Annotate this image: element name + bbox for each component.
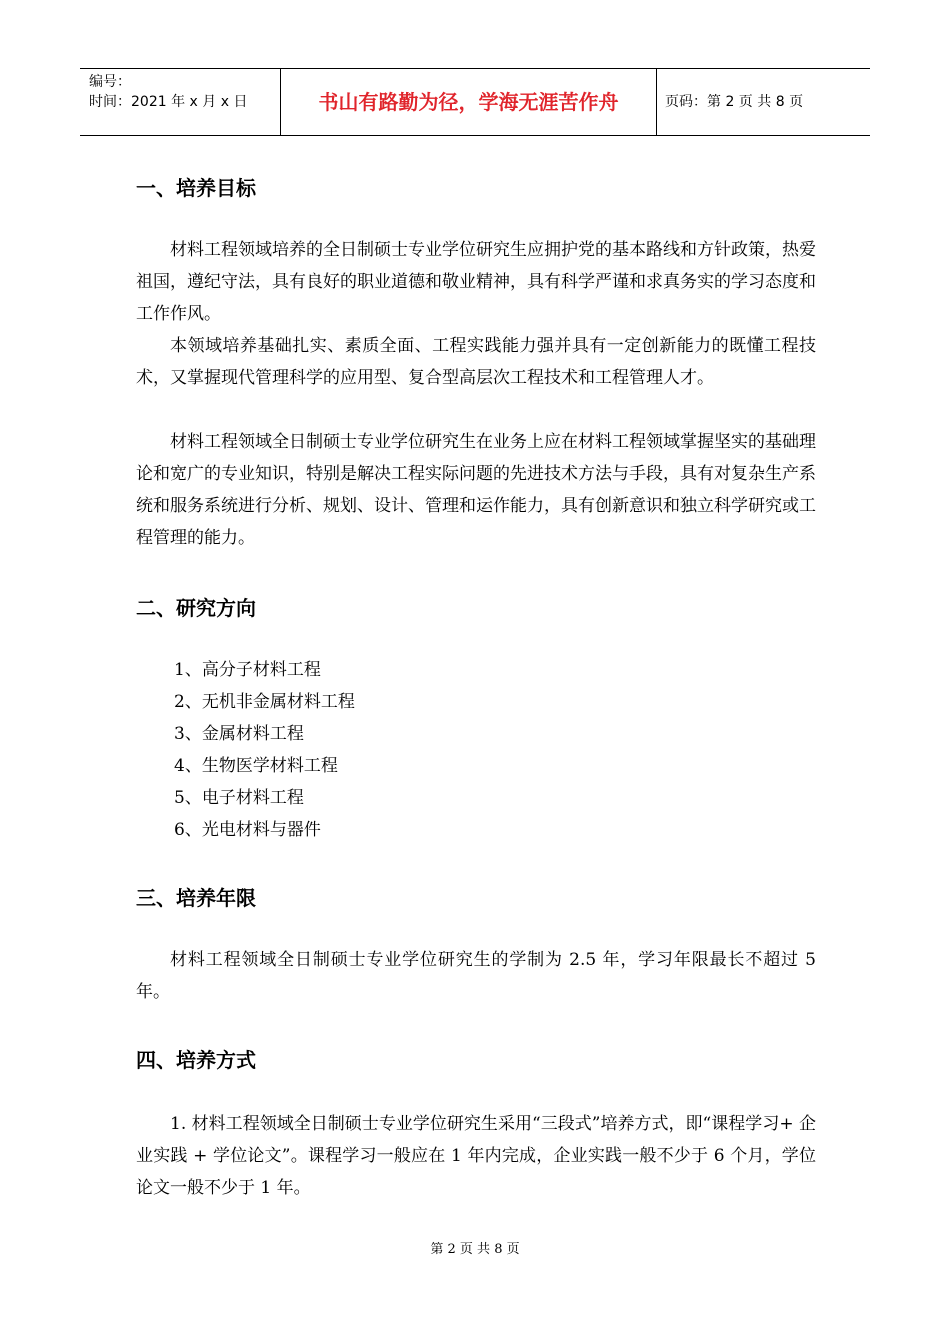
section-title-training-mode: 四、培养方式 xyxy=(136,1048,256,1072)
list-item: 6、光电材料与器件 xyxy=(174,820,321,840)
section-title-goals: 一、培养目标 xyxy=(136,176,256,200)
list-item: 1、高分子材料工程 xyxy=(174,660,321,680)
paragraph: 材料工程领域全日制硕士专业学位研究生在业务上应在材料工程领域掌握坚实的基础理论和宽广的专业知识，特别是解决工程实际问题的先进技术方法与手段，具有对复杂生产系统和服务系统进行分析、规划、设计、管理和运作能力，具有创新意识和独立科学研究或工程管理的能力。 xyxy=(136,432,816,548)
page-header xyxy=(80,68,870,136)
paragraph: 材料工程领域培养的全日制硕士专业学位研究生应拥护党的基本路线和方针政策，热爱祖国，遵纪守法，具有良好的职业道德和敬业精神，具有科学严谨和求真务实的学习态度和工作作风。 xyxy=(136,240,816,324)
header-motto: 书山有路勤为径，学海无涯苦作舟 xyxy=(281,69,657,135)
time-label: 时间：2021 年 x 月 x 日 xyxy=(89,94,248,110)
section-title-directions: 二、研究方向 xyxy=(136,596,256,620)
section-title-duration: 三、培养年限 xyxy=(136,886,256,910)
header-page-label: 页码：第 2 页 共 8 页 xyxy=(665,94,804,110)
list-item: 2、无机非金属材料工程 xyxy=(174,692,355,712)
paragraph: 本领域培养基础扎实、素质全面、工程实践能力强并具有一定创新能力的既懂工程技术，又掌握现代管理科学的应用型、复合型高层次工程技术和工程管理人才。 xyxy=(136,336,816,388)
number-label: 编号： xyxy=(89,74,131,90)
paragraph: 1. 材料工程领域全日制硕士专业学位研究生采用“三段式”培养方式，即“课程学习+ 企业实践 + 学位论文”。课程学习一般应在 1 年内完成，企业实践一般不少于 6 个月，学位论文一般不少于 1 年。 xyxy=(136,1114,816,1198)
list-item: 5、电子材料工程 xyxy=(174,788,304,808)
paragraph: 材料工程领域全日制硕士专业学位研究生的学制为 2.5 年，学习年限最长不超过 5 年。 xyxy=(136,950,816,1002)
list-item: 3、金属材料工程 xyxy=(174,724,304,744)
list-item: 4、生物医学材料工程 xyxy=(174,756,338,776)
page-footer: 第 2 页 共 8 页 xyxy=(430,1242,520,1257)
direction-list xyxy=(174,654,355,846)
header-meta-cell xyxy=(80,69,281,135)
